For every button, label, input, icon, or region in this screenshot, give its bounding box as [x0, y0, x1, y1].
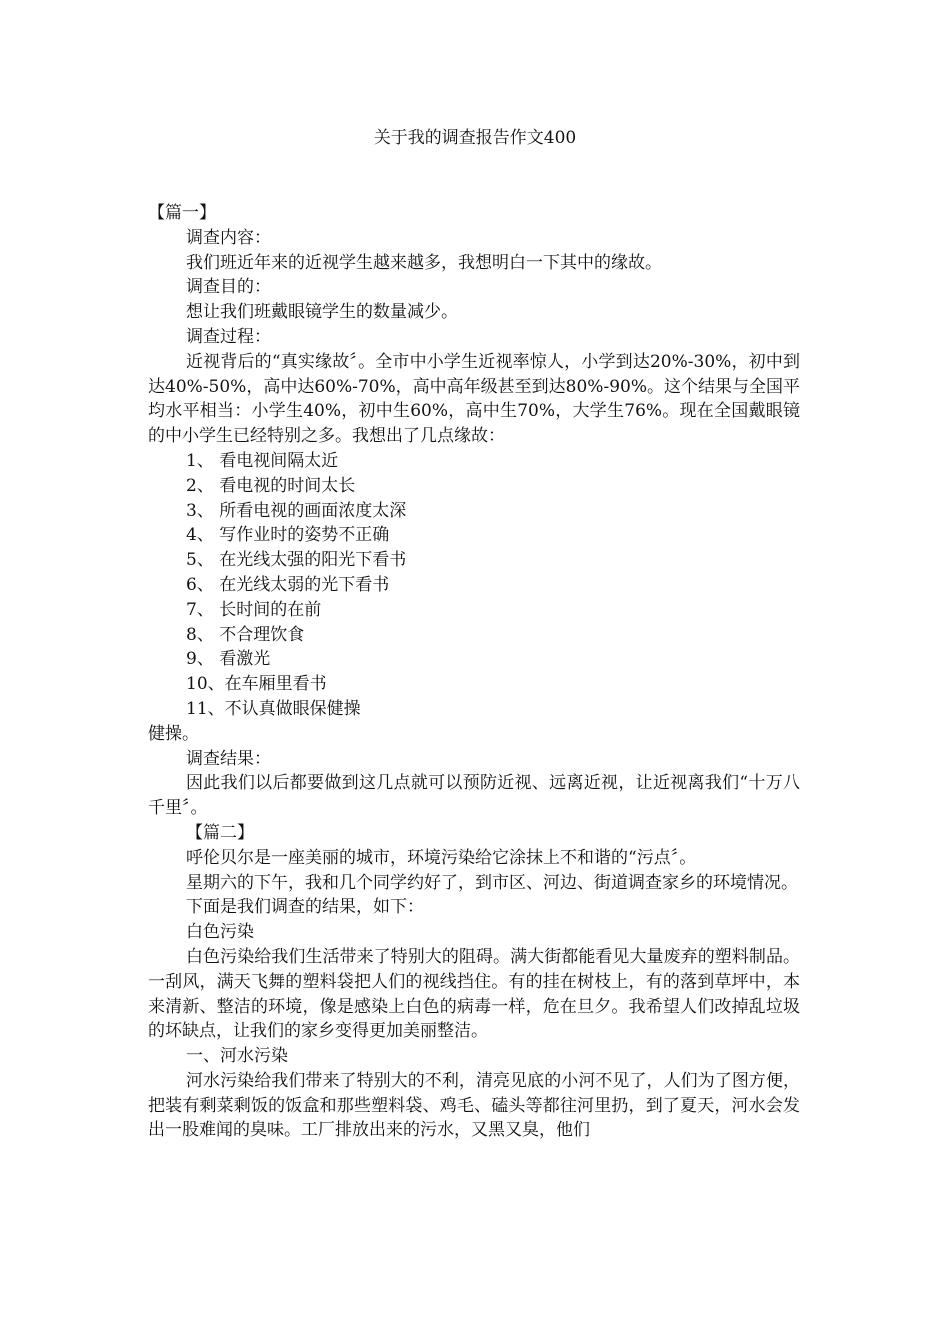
- list-item: 2、 看电视的时间太长: [186, 475, 356, 496]
- paragraph: 调查结果：: [186, 748, 271, 769]
- paragraph: 河水污染给我们带来了特别大的不利，清亮见底的小河不见了，人们为了图方便，把装有剩菜剩饭的饭盒和那些塑料袋、鸡毛、磕头等都往河里扔，到了夏天，河水会发出一股难闻的臭味。工厂排放出来的污水，又黑又臭，他们: [148, 1070, 800, 1141]
- paragraph: 下面是我们调查的结果，如下：: [186, 897, 424, 918]
- paragraph: 一、河水污染: [186, 1046, 288, 1067]
- paragraph: 呼伦贝尔是一座美丽的城市，环境污染给它涂抹上不和谐的“污点〞。: [186, 847, 697, 868]
- paragraph: 【篇二】: [186, 822, 254, 843]
- paragraph: 健操。: [148, 723, 199, 744]
- list-item: 10、在车厢里看书: [186, 674, 327, 695]
- paragraph: 【篇一】: [148, 203, 216, 223]
- list-item: 4、 写作业时的姿势不正确: [186, 525, 390, 546]
- list-item: 6、 在光线太弱的光下看书: [186, 574, 390, 595]
- paragraph: 调查目的：: [186, 277, 271, 298]
- paragraph: 想让我们班戴眼镜学生的数量减少。: [186, 302, 458, 323]
- list-item: 5、 在光线太强的阳光下看书: [186, 550, 407, 571]
- paragraph: 近视背后的“真实缘故〞。全市中小学生近视率惊人，小学到达20%-30%，初中到达40%-50%，高中达60%-70%，高中高年级甚至到达80%-90%。这个结果与全国平均水平相当：小学生40%，初中生60%，高中生70%，大学生76%。现在全国戴眼镜的中小学生已经特别之多。我想出了几点缘故：: [148, 351, 800, 447]
- list-item: 7、 长时间的在前: [186, 599, 322, 620]
- list-item: 11、不认真做眼保健操: [186, 698, 361, 719]
- paragraph: 白色污染给我们生活带来了特别大的阻碍。满大街都能看见大量废弃的塑料制品。一刮风，满天飞舞的塑料袋把人们的视线挡住。有的挂在树枝上，有的落到草坪中，本来清新、整洁的环境，像是感染上白色的病毒一样，危在旦夕。我希望人们改掉乱垃圾的坏缺点，让我们的家乡变得更加美丽整洁。: [148, 946, 800, 1042]
- list-item: 1、 看电视间隔太近: [186, 450, 339, 471]
- paragraph: 我们班近年来的近视学生越来越多，我想明白一下其中的缘故。: [186, 252, 662, 273]
- document-body: [148, 201, 800, 1143]
- list-item: 3、 所看电视的画面浓度太深: [186, 500, 407, 521]
- paragraph: 因此我们以后都要做到这几点就可以预防近视、远离近视，让近视离我们“十万八千里〞。: [148, 773, 800, 819]
- paragraph: 白色污染: [186, 922, 254, 943]
- paragraph: 调查内容：: [186, 227, 271, 248]
- list-item: 8、 不合理饮食: [186, 624, 305, 645]
- paragraph: 调查过程：: [186, 326, 271, 347]
- list-item: 9、 看激光: [186, 649, 271, 670]
- paragraph: 星期六的下午，我和几个同学约好了，到市区、河边、街道调查家乡的环境情况。: [186, 872, 798, 893]
- page-title: 关于我的调查报告作文400: [373, 128, 577, 148]
